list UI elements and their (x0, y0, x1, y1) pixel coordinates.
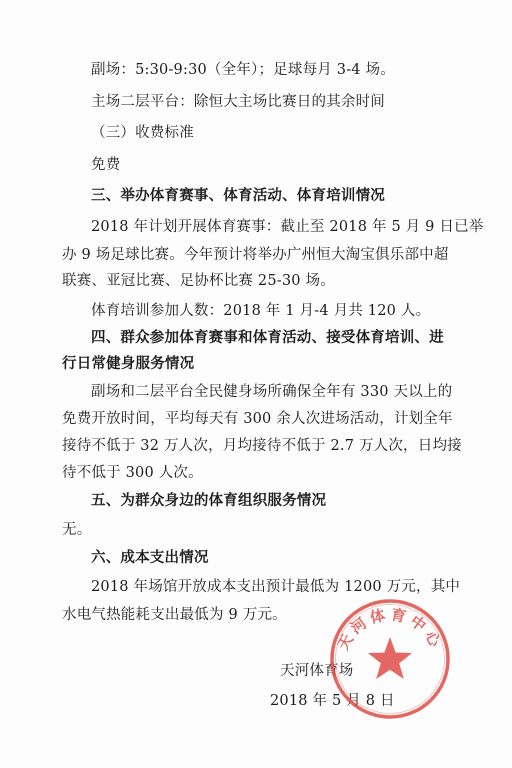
paragraph-line: 2018 年场馆开放成本支出预计最低为 1200 万元，其中 (91, 579, 461, 595)
paragraph-line: 待不低于 300 人次。 (62, 465, 203, 481)
paragraph-line: 水电气热能耗支出最低为 9 万元。 (62, 607, 287, 623)
section-heading: 三、举办体育赛事、体育活动、体育培训情况 (91, 187, 385, 204)
paragraph-line: 主场二层平台：除恒大主场比赛日的其余时间 (91, 94, 385, 110)
star-icon (368, 637, 412, 679)
paragraph-line: 联赛、亚冠比赛、足协杯比赛 25-30 场。 (62, 273, 335, 289)
paragraph-line: 接待不低于 32 万人次，月均接待不低于 2.7 万人次，日均接 (62, 438, 462, 454)
section-heading-continued: 行日常健身服务情况 (62, 355, 195, 372)
paragraph-line: 副场和二层平台全民健身场所确保全年有 330 天以上的 (91, 384, 453, 400)
signature-date: 2018 年 5 月 8 日 (270, 693, 395, 709)
paragraph-line: 副场：5:30-9:30（全年）；足球每月 3-4 场。 (91, 62, 395, 78)
subsection-heading: （三）收费标准 (91, 125, 194, 141)
section-heading: 五、为群众身边的体育组织服务情况 (91, 492, 327, 509)
paragraph-line: 免费 (91, 157, 121, 173)
paragraph-line: 免费开放时间，平均每天有 300 余人次进场活动，计划全年 (62, 411, 453, 427)
section-heading: 四、群众参加体育赛事和体育活动、接受体育培训、进 (91, 329, 444, 346)
paragraph-line: 体育培训参加人数：2018 年 1 月-4 月共 120 人。 (91, 303, 431, 319)
seal-text: 天河体育中心 (333, 605, 447, 654)
paragraph-line: 办 9 场足球比赛。今年预计将举办广州恒大淘宝俱乐部中超 (62, 247, 449, 263)
signature-org: 天河体育场 (280, 663, 354, 679)
paragraph-line: 无。 (62, 522, 92, 538)
official-seal (328, 597, 452, 721)
paragraph-line: 2018 年计划开展体育赛事：截止至 2018 年 5 月 9 日已举 (91, 219, 484, 235)
section-heading: 六、成本支出情况 (91, 549, 209, 566)
